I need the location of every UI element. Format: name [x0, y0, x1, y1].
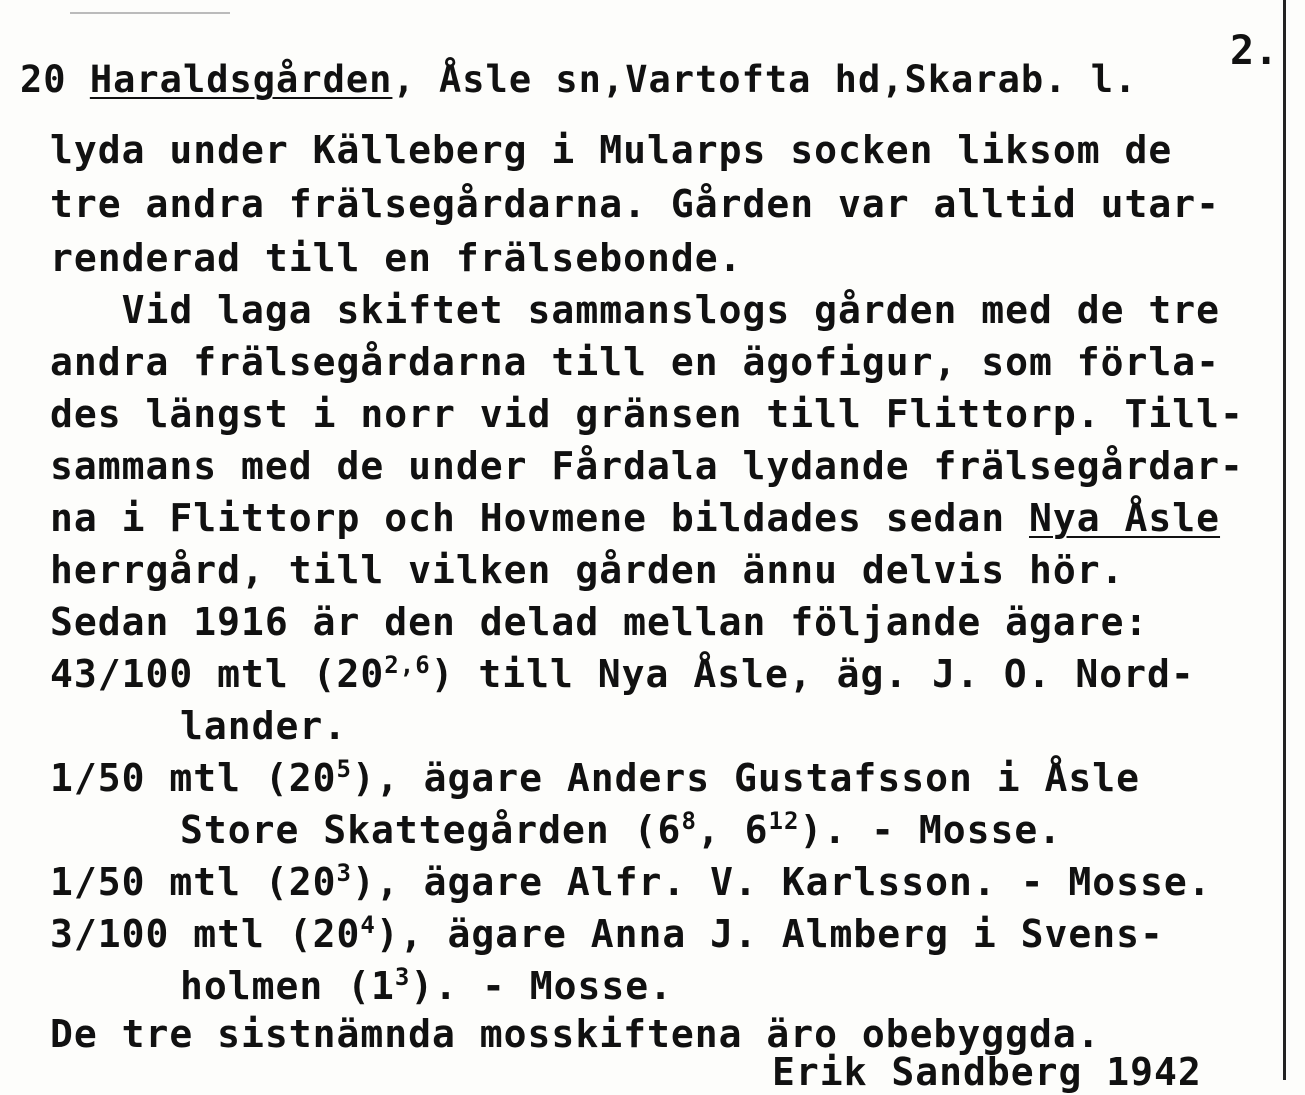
body-line-1: lyda under Källeberg i Mularps socken liksom de — [50, 128, 1173, 172]
farm-number: 20 — [20, 58, 67, 101]
owner-4-sup: 4 — [360, 911, 376, 939]
farm-name: Haraldsgården — [89, 58, 393, 101]
owner-4-cont: holmen $(1^3)$. - Mosse. — [180, 963, 674, 1008]
owner-3: 1/50 mtl $(20^3)$, ägare Alfr. V. Karlsson. - Mosse. — [50, 859, 1212, 904]
owner-2-cont: Store Skattegården ($6^8$, $6^{12}$). - Mosse. — [180, 807, 1063, 852]
page-number: 2. — [1230, 28, 1279, 74]
owner-3-sup: 3 — [336, 859, 352, 887]
body-line-6: des längst i norr vid gränsen till Flittorp. Till- — [50, 392, 1244, 436]
body-line-9: herrgård, till vilken gården ännu delvis hör. — [50, 548, 1125, 592]
owner-1-cont: lander. — [180, 704, 348, 748]
body-line-7: sammans med de under Fårdala lydande frälsegårdar- — [50, 444, 1244, 488]
owner-2: 1/50 mtl $(20^5)$, ägare Anders Gustafsson i Åsle — [50, 755, 1140, 800]
final-line: De tre sistnämnda mosskiftena äro obebyggda. — [50, 1012, 1101, 1056]
owner-1: 43/100 mtl (20$^{2,6}$) till Nya Åsle, äg. J. O. Nord- — [50, 651, 1195, 696]
heading-location: , Åsle sn,Vartofta hd,Skarab. l. — [392, 58, 1138, 101]
nya-asle-underlined: Nya Åsle — [1029, 496, 1221, 540]
owner-4: 3/100 mtl $(20^4)$, ägare Anna J. Almberg i Svens- — [50, 911, 1164, 956]
body-line-5: andra frälsegårdarna till en ägofigur, som förla- — [50, 340, 1221, 384]
card-right-edge — [1283, 0, 1286, 1080]
body-line-3: renderad till en frälsebonde. — [50, 236, 743, 280]
body-line-8: na i Flittorp och Hovmene bildades sedan Nya Åsle — [50, 496, 1221, 540]
owner-1-sup: 2,6 — [384, 651, 431, 679]
signature: Erik Sandberg 1942 — [772, 1050, 1202, 1094]
since-line: Sedan 1916 är den delad mellan följande ägare: — [50, 600, 1149, 644]
body-line-4: Vid laga skiftet sammanslogs gården med de tre — [50, 288, 1221, 332]
body-line-2: tre andra frälsegårdarna. Gården var alltid utar- — [50, 182, 1221, 226]
heading — [20, 58, 1137, 102]
owner-2-sup: 5 — [336, 755, 352, 783]
top-edge-mark — [70, 12, 230, 14]
